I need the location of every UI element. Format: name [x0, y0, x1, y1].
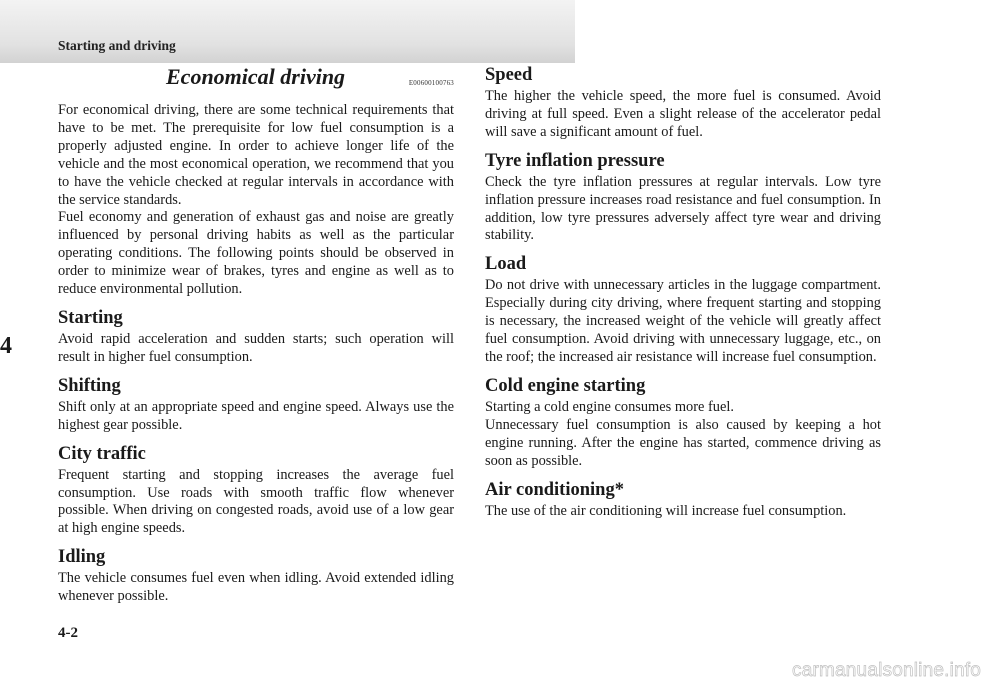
heading-cold-engine-starting: Cold engine starting [485, 375, 646, 396]
text-shifting: Shift only at an appropriate speed and engine speed. Always use the highest gear possible. [58, 398, 454, 433]
text-air-conditioning: The use of the air conditioning will increase fuel consumption. [485, 502, 847, 519]
heading-idling: Idling [58, 547, 106, 568]
text-tyre-inflation-pressure: Check the tyre inflation pressures at regular intervals. Low tyre inflation pressure increases road resistance and fuel consumption. In addition, low tyre pressures adversely affect tyre wear and driving stability. [485, 173, 881, 244]
heading-tyre-inflation-pressure: Tyre inflation pressure [485, 150, 665, 171]
text-cold-engine-starting-2: Unnecessary fuel consumption is also caused by keeping a hot engine running. After the engine has started, commence driving as soon as possible. [485, 416, 881, 469]
section-title: Starting and driving [58, 38, 176, 53]
page-title: Economical driving [166, 64, 346, 89]
title-row [58, 62, 454, 102]
document-code: E00600100763 [408, 79, 454, 87]
text-city-traffic: Frequent starting and stopping increases the average fuel consumption. Use roads with smooth traffic flow whenever possible. When driving on congested roads, avoid use of a low gear at high engine speeds. [58, 466, 454, 537]
heading-city-traffic: City traffic [58, 443, 146, 464]
left-column [58, 62, 454, 606]
text-load: Do not drive with unnecessary articles in the luggage compartment. Especially during city driving, where frequent starting and stopping is necessary, the increased weight of the vehicle will greatly affect fuel consumption. Avoid driving with unnecessary luggage, etc., on the roof; the increased air resistance will increase fuel consumption. [485, 277, 881, 365]
text-idling: The vehicle consumes fuel even when idling. Avoid extended idling whenever possible. [58, 570, 454, 605]
chapter-tab: 4 [0, 333, 12, 359]
right-column [485, 64, 881, 520]
watermark: carmanualsonline.info [792, 660, 981, 681]
intro-paragraph-1: For economical driving, there are some technical requirements that have to be met. The prerequisite for low fuel consumption is a properly adjusted engine. In order to achieve longer life of the vehicle and the most economical operation, we recommend that you to have the vehicle checked at regular intervals in accordance with the service standards. [58, 102, 454, 208]
heading-air-conditioning: Air conditioning* [485, 479, 624, 500]
intro-paragraph-2: Fuel economy and generation of exhaust gas and noise are greatly influenced by personal driving habits as well as the particular operating conditions. The following points should be observed in order to minimize wear of brakes, tyres and engine as well as to reduce environmental pollution. [58, 209, 454, 298]
heading-speed: Speed [485, 65, 533, 85]
heading-load: Load [485, 254, 527, 275]
text-speed: The higher the vehicle speed, the more fuel is consumed. Avoid driving at full speed. Even a slight release of the accelerator pedal will save a significant amount of fuel. [485, 88, 881, 140]
heading-starting: Starting [58, 307, 123, 328]
heading-shifting: Shifting [58, 375, 121, 396]
page-number: 4-2 [58, 625, 78, 641]
text-cold-engine-starting-1: Starting a cold engine consumes more fuel. [485, 398, 734, 415]
text-starting: Avoid rapid acceleration and sudden starts; such operation will result in higher fuel consumption. [58, 330, 454, 365]
